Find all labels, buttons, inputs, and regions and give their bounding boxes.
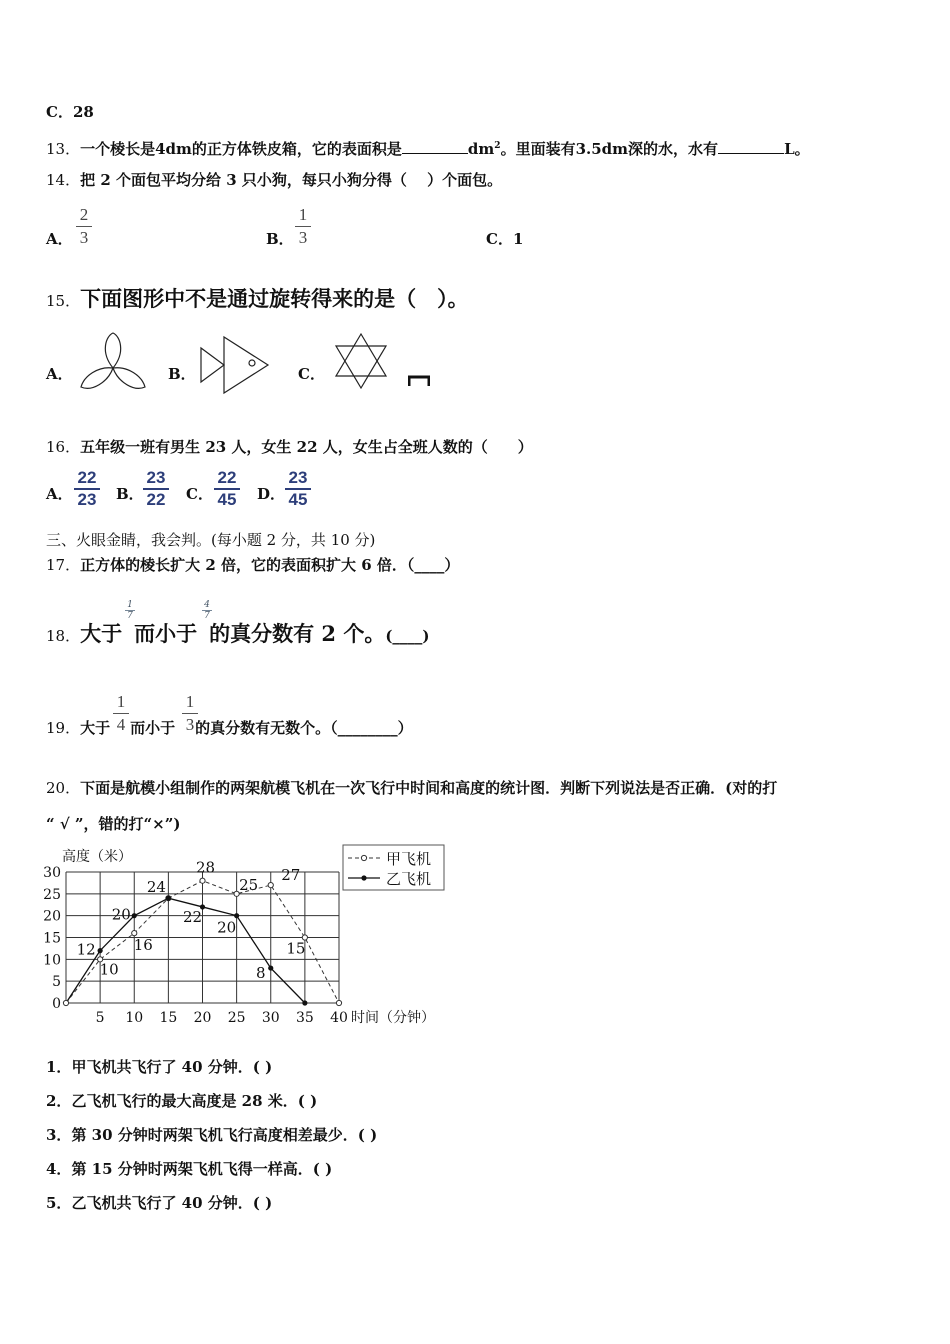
data-point-yi	[166, 896, 171, 901]
question-18	[46, 620, 430, 650]
stray-mark	[408, 375, 430, 387]
judgement-item	[46, 1125, 377, 1145]
question-text: 把 2 个面包平均分给 3 只小狗，每只小狗分得（ ）个面包。	[80, 171, 503, 189]
data-label-jia: 10	[99, 960, 119, 979]
item-number: 1．	[46, 1058, 72, 1076]
item-text: 第 15 分钟时两架飞机飞得一样高．( )	[71, 1160, 333, 1178]
x-axis-title: 时间（分钟）	[351, 1010, 435, 1026]
option-label: C．	[486, 230, 513, 248]
denominator: 23	[77, 490, 97, 509]
question-20-line2: “ √ ”，错的打“×”)	[46, 815, 181, 833]
data-point-yi	[268, 965, 273, 970]
q16-option-b-fraction	[143, 469, 169, 509]
data-label-yi: 20	[111, 905, 131, 924]
q14-option-c	[486, 229, 523, 249]
item-text: 甲飞机共飞行了 40 分钟．( )	[71, 1058, 273, 1076]
question-number: 13．	[46, 140, 81, 158]
q15-option-b-label: B．	[168, 365, 196, 383]
x-tick-label: 20	[193, 1010, 212, 1026]
x-tick-label: 25	[227, 1010, 246, 1026]
q13-text-c: 。里面装有	[500, 140, 576, 158]
item-text: 第 30 分钟时两架飞机飞行高度相差最少．( )	[71, 1126, 378, 1144]
section-title: 三、火眼金睛，我会判。(每小题 2 分，共 10 分)	[46, 531, 376, 549]
q13-text-a: 一个棱长是	[80, 140, 156, 158]
data-label-jia: 25	[239, 875, 259, 894]
data-label-jia: 28	[195, 858, 216, 877]
denominator: 22	[146, 490, 166, 509]
q12-option-c	[46, 102, 94, 122]
question-number: 16．	[46, 438, 81, 456]
hexagram-figure	[333, 332, 389, 390]
data-label-yi: 20	[217, 918, 237, 937]
q15-option-c-label: C．	[298, 365, 325, 383]
option-value: 1	[512, 230, 524, 248]
q18-answer-paren[interactable]: (____)	[385, 627, 430, 645]
y-axis-title: 高度（米）	[62, 849, 132, 865]
x-tick-label: 5	[95, 1010, 105, 1026]
data-point-jia	[63, 1000, 68, 1005]
numerator: 22	[77, 468, 97, 487]
question-text: 五年级一班有男生 23 人，女生 22 人，女生占全班人数的（ ）	[80, 438, 533, 456]
y-tick-label: 25	[43, 886, 61, 903]
q18-text-c: 的真分数有 2 个。	[209, 621, 386, 646]
judgement-item	[46, 1159, 332, 1179]
question-number: 19．	[46, 719, 81, 737]
q16-option-c-label: C．	[186, 485, 213, 503]
question-text: 下面图形中不是通过旋转得来的是（ ）。	[80, 286, 469, 311]
question-19	[46, 718, 413, 738]
numerator: 1	[298, 205, 308, 224]
denominator: 45	[288, 490, 308, 509]
q16-option-c-fraction	[214, 469, 240, 509]
q16-option-d-fraction	[285, 469, 311, 509]
data-point-yi	[98, 948, 103, 953]
q14-option-a-fraction	[76, 205, 92, 248]
data-label-jia: 15	[286, 939, 306, 958]
numerator: 1	[127, 600, 133, 610]
judgement-item	[46, 1057, 272, 1077]
height-time-chart	[40, 842, 460, 1032]
judgement-item	[46, 1091, 317, 1111]
legend-label-jia: 甲飞机	[386, 850, 432, 868]
q13-unit-2: L。	[784, 140, 810, 158]
q19-text-a: 大于	[80, 719, 111, 737]
data-point-jia	[268, 883, 273, 888]
q14-option-a-label: A．	[46, 230, 73, 248]
item-number: 2．	[46, 1092, 72, 1110]
q13-value-1: 4dm	[155, 140, 192, 158]
q18-text-b: 而小于	[134, 621, 198, 646]
q13-unit-1: dm	[467, 140, 495, 158]
denominator: 3	[185, 715, 195, 734]
question-text: 正方体的棱长扩大 2 倍，它的表面积扩大 6 倍．（____）	[80, 556, 460, 574]
three-leaf-figure	[78, 330, 148, 392]
data-point-jia	[336, 1000, 341, 1005]
data-point-yi	[302, 1000, 307, 1005]
numerator: 22	[217, 468, 237, 487]
data-point-yi	[132, 913, 137, 918]
question-text: 下面是航模小组制作的两架航模飞机在一次飞行中时间和高度的统计图．判断下列说法是否正确．(对的打	[80, 779, 778, 797]
numerator: 4	[204, 600, 210, 610]
x-tick-label: 35	[295, 1010, 314, 1026]
fish-figure	[198, 334, 270, 396]
option-value: 28	[72, 103, 94, 121]
question-20	[46, 778, 777, 798]
q14-option-b-fraction	[295, 205, 311, 248]
legend-marker-jia	[361, 855, 366, 860]
y-tick-label: 30	[43, 865, 61, 881]
numerator: 23	[288, 468, 308, 487]
y-tick-label: 0	[52, 996, 61, 1012]
question-13	[46, 136, 810, 159]
denominator: 45	[217, 490, 237, 509]
question-16	[46, 437, 533, 457]
x-tick-label: 30	[261, 1010, 280, 1026]
numerator: 1	[185, 692, 195, 711]
question-number: 17．	[46, 556, 81, 574]
legend-marker-yi	[361, 875, 366, 880]
q18-fraction-2	[202, 600, 212, 621]
item-text: 乙飞机共飞行了 40 分钟．( )	[71, 1194, 273, 1212]
data-label-jia: 16	[133, 936, 153, 955]
question-17	[46, 555, 459, 575]
q16-option-d-label: D．	[257, 485, 286, 503]
judgement-item	[46, 1193, 272, 1213]
question-number: 18．	[46, 627, 81, 645]
q15-option-a-label: A．	[46, 365, 73, 383]
data-point-jia	[200, 878, 205, 883]
x-tick-label: 15	[159, 1010, 178, 1026]
q16-option-a-fraction	[74, 469, 100, 509]
q13-value-2: 3.5dm	[575, 140, 629, 158]
q16-option-a-label: A．	[46, 485, 73, 503]
denominator: 3	[298, 228, 308, 247]
data-point-jia	[132, 931, 137, 936]
q19-text-b: 而小于	[130, 719, 176, 737]
q13-text-b: 的正方体铁皮箱，它的表面积是	[191, 140, 402, 158]
data-label-yi: 24	[146, 878, 166, 897]
option-label: C．	[46, 103, 73, 121]
question-14	[46, 170, 502, 190]
q14-option-b-label: B．	[266, 230, 294, 248]
data-label-yi: 8	[255, 964, 266, 983]
y-tick-label: 20	[43, 908, 61, 925]
question-number: 14．	[46, 171, 81, 189]
data-label-jia: 27	[281, 866, 301, 885]
denominator: 7	[127, 611, 133, 621]
question-number: 20．	[46, 779, 81, 797]
x-tick-label: 40	[330, 1010, 348, 1026]
q18-fraction-1	[125, 600, 135, 621]
data-label-yi: 12	[76, 940, 96, 959]
data-label-yi: 22	[182, 907, 203, 926]
q19-fraction-2	[182, 692, 198, 735]
y-tick-label: 10	[43, 952, 61, 969]
denominator: 4	[116, 715, 126, 734]
numerator: 1	[116, 692, 126, 711]
q13-text-d: 深的水，水有	[628, 140, 719, 158]
item-text: 乙飞机飞行的最大高度是 28 米．( )	[71, 1092, 318, 1110]
answer-blank[interactable]	[402, 139, 468, 154]
y-tick-label: 5	[52, 974, 61, 991]
item-number: 3．	[46, 1126, 72, 1144]
x-tick-label: 10	[125, 1010, 144, 1026]
item-number: 5．	[46, 1194, 72, 1212]
q19-fraction-1	[113, 692, 129, 735]
q16-option-b-label: B．	[116, 485, 144, 503]
question-number: 15．	[46, 292, 81, 310]
numerator: 23	[146, 468, 166, 487]
denominator: 3	[79, 228, 89, 247]
item-number: 4．	[46, 1160, 72, 1178]
numerator: 2	[79, 205, 89, 224]
q18-text-a: 大于	[80, 621, 123, 646]
data-point-yi	[234, 913, 239, 918]
question-15	[46, 285, 469, 315]
y-tick-label: 15	[43, 930, 61, 947]
q13-superscript: 2	[494, 141, 501, 151]
q19-text-c: 的真分数有无数个。（________）	[195, 719, 413, 737]
legend-label-yi: 乙飞机	[386, 870, 432, 888]
answer-blank[interactable]	[718, 139, 784, 154]
denominator: 7	[204, 611, 210, 621]
